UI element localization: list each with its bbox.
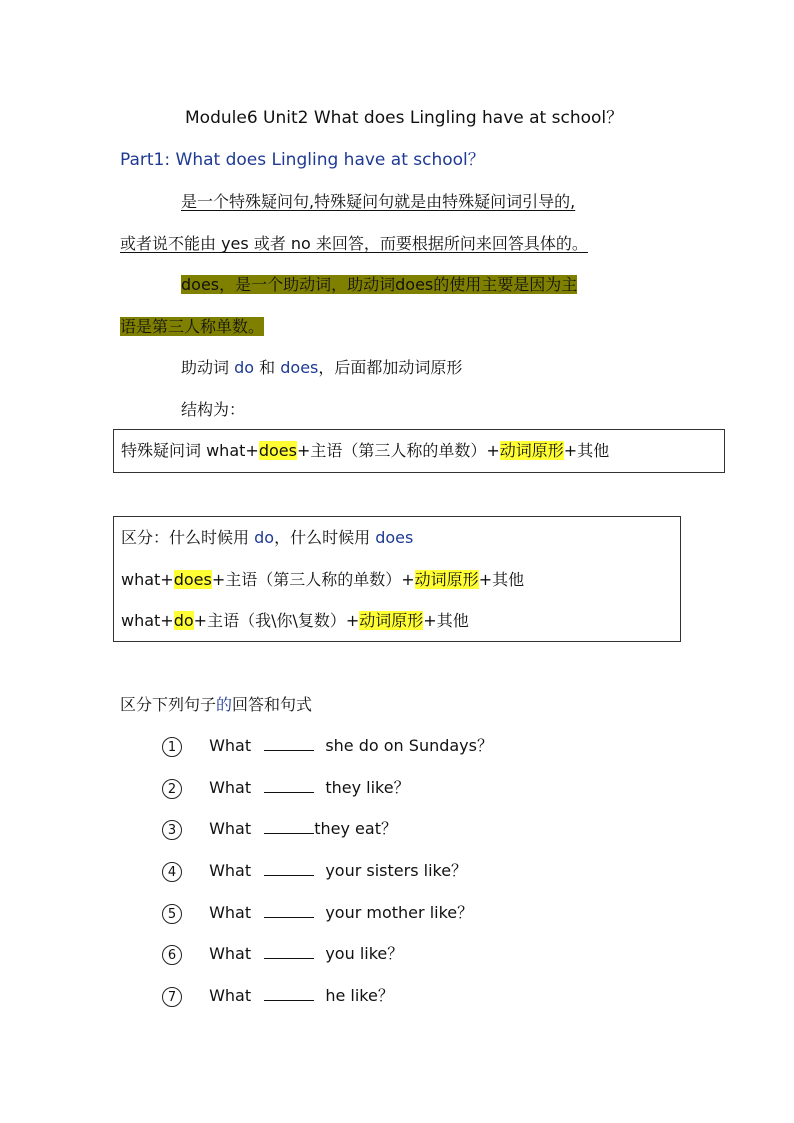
exercise-item — [162, 778, 410, 799]
highlight-do: do — [173, 611, 194, 630]
item-what: What — [209, 944, 252, 963]
highlight-verb: 动词原形 — [414, 570, 479, 589]
item-text: you like？ — [325, 944, 404, 963]
part1-heading: Part1: What does Lingling have at school？ — [120, 150, 485, 170]
comparison-line-1 — [121, 528, 413, 548]
item-text: she do on Sundays？ — [325, 736, 493, 755]
exercise-heading — [120, 695, 312, 715]
exercise-item — [162, 903, 473, 924]
item-what: What — [209, 778, 252, 797]
highlight-does: does — [173, 570, 212, 589]
item-text: he like？ — [325, 986, 394, 1005]
text: +主语（第三人称的单数）+ — [296, 441, 500, 460]
comparison-box — [113, 516, 681, 642]
paragraph-2-line-2 — [120, 317, 264, 337]
text: ，后面都加动词原形 — [318, 358, 463, 377]
keyword-does: does — [375, 528, 414, 547]
comparison-line-3 — [121, 611, 469, 631]
text: 什么时候用 — [169, 528, 250, 547]
text: 特殊疑问词 what+ — [121, 441, 259, 460]
highlight-does: does — [258, 441, 297, 460]
text: 回答和句式 — [232, 695, 313, 714]
text: +主语（第三人称的单数）+ — [211, 570, 415, 589]
page-title: Module6 Unit2 What does Lingling have at school？ — [185, 108, 624, 128]
text: 区分下列句子 — [120, 695, 217, 714]
item-what: What — [209, 861, 252, 880]
paragraph-1-line-2: 或者说不能由 yes 或者 no 来回答，而要根据所问来回答具体的。 — [120, 234, 588, 253]
paragraph-2-text: ，是一个助动词，助动词 — [219, 275, 396, 294]
text: what+ — [121, 570, 174, 589]
exercise-item — [162, 944, 403, 965]
keyword-do: do — [254, 528, 275, 547]
text: 的 — [216, 695, 233, 714]
text: 区分： — [121, 528, 170, 547]
item-what: What — [209, 986, 252, 1005]
item-text: your mother like？ — [325, 903, 474, 922]
item-what: What — [209, 819, 252, 838]
comparison-line-2 — [121, 570, 524, 590]
item-text: they eat？ — [314, 819, 397, 838]
text: +其他 — [423, 611, 469, 630]
answer-blank[interactable] — [264, 903, 314, 918]
paragraph-1-line-1: 是一个特殊疑问句,特殊疑问句就是由特殊疑问词引导的, — [181, 192, 576, 211]
item-number: 4 — [162, 862, 182, 882]
item-number: 2 — [162, 779, 182, 799]
item-number: 6 — [162, 945, 182, 965]
item-text: they like？ — [325, 778, 410, 797]
item-number: 1 — [162, 737, 182, 757]
text: +其他 — [478, 570, 525, 589]
text: what+ — [121, 611, 174, 630]
text: ，什么时候用 — [274, 528, 371, 547]
structure-box — [113, 429, 725, 473]
item-number: 3 — [162, 820, 182, 840]
highlight-does: does — [395, 275, 434, 294]
paragraph-2-line-1 — [181, 275, 577, 295]
keyword-does: does — [280, 358, 319, 377]
paragraph-2-text: 的使用主要是因为主 — [433, 275, 578, 294]
answer-blank[interactable] — [264, 778, 314, 793]
item-number: 5 — [162, 904, 182, 924]
exercise-item — [162, 986, 394, 1007]
structure-formula — [121, 441, 609, 461]
exercise-item — [162, 861, 467, 882]
exercise-item — [162, 736, 493, 757]
text: +其他 — [563, 441, 610, 460]
highlight-does: does — [181, 275, 220, 294]
item-what: What — [209, 903, 252, 922]
highlight-verb: 动词原形 — [499, 441, 564, 460]
answer-blank[interactable] — [264, 736, 314, 751]
item-number: 7 — [162, 987, 182, 1007]
paragraph-2-text: 语是第三人称单数。 — [120, 317, 265, 336]
answer-blank[interactable] — [264, 944, 314, 959]
text: +主语（我\你\复数）+ — [193, 611, 360, 630]
keyword-do: do — [234, 358, 255, 377]
answer-blank[interactable] — [264, 819, 314, 834]
exercise-item — [162, 819, 397, 840]
item-text: your sisters like？ — [325, 861, 468, 880]
answer-blank[interactable] — [264, 861, 314, 876]
paragraph-4: 结构为： — [181, 400, 246, 419]
text: 助动词 — [181, 358, 230, 377]
text: 和 — [259, 358, 276, 377]
answer-blank[interactable] — [264, 986, 314, 1001]
paragraph-3 — [181, 358, 462, 378]
item-what: What — [209, 736, 252, 755]
highlight-verb: 动词原形 — [359, 611, 424, 630]
